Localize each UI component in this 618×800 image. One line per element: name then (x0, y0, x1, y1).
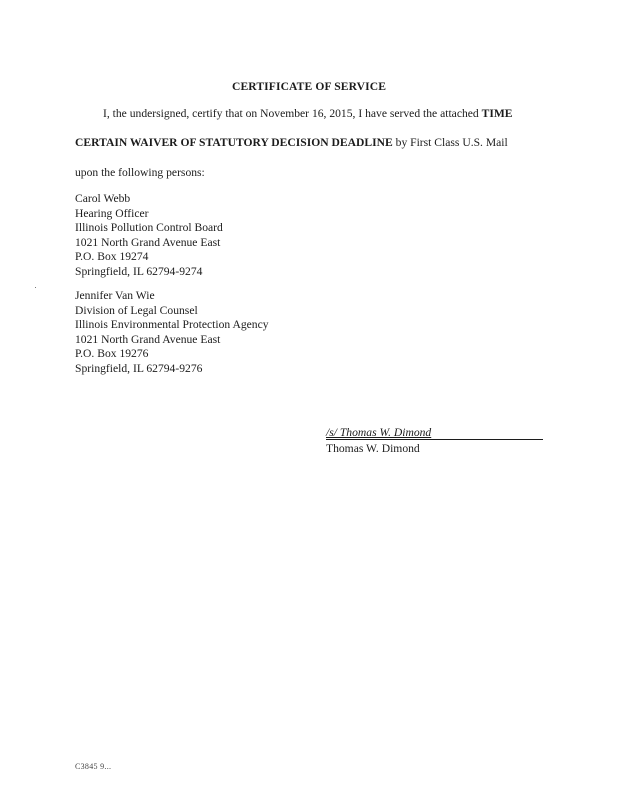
recipient-city-state-zip: Springfield, IL 62794-9274 (75, 264, 203, 278)
certification-bold-word: TIME (481, 107, 513, 120)
served-document-line (75, 136, 508, 151)
certification-statement (103, 107, 513, 122)
recipient-street: 1021 North Grand Avenue East (75, 235, 221, 249)
scan-speck (35, 287, 36, 288)
recipient-po-box: P.O. Box 19276 (75, 347, 149, 361)
persons-intro: upon the following persons: (75, 166, 205, 179)
signer-printed-name: Thomas W. Dimond (326, 442, 420, 455)
recipient-street: 1021 North Grand Avenue East (75, 332, 221, 346)
mail-method-text: by First Class U.S. Mail (392, 136, 508, 149)
document-title: CERTIFICATE OF SERVICE (231, 80, 387, 93)
recipient-name: Carol Webb (75, 192, 131, 205)
signature-line (326, 439, 543, 440)
electronic-signature: /s/ Thomas W. Dimond (326, 426, 432, 439)
certification-text: I, the undersigned, certify that on November 16, 2015, I have served the attached (103, 107, 482, 120)
recipient-organization: Illinois Pollution Control Board (75, 221, 223, 235)
served-document-name: CERTAIN WAIVER OF STATUTORY DECISION DEADLINE (75, 136, 393, 149)
recipient-po-box: P.O. Box 19274 (75, 250, 149, 264)
document-footer-code: C3845 9... (75, 762, 112, 771)
recipient-title: Division of Legal Counsel (75, 303, 198, 317)
recipient-organization: Illinois Environmental Protection Agency (75, 318, 269, 332)
recipient-address-block (75, 192, 223, 280)
recipient-name: Jennifer Van Wie (75, 289, 155, 302)
recipient-title: Hearing Officer (75, 206, 149, 220)
recipient-address-block (75, 289, 269, 377)
recipient-city-state-zip: Springfield, IL 62794-9276 (75, 361, 203, 375)
